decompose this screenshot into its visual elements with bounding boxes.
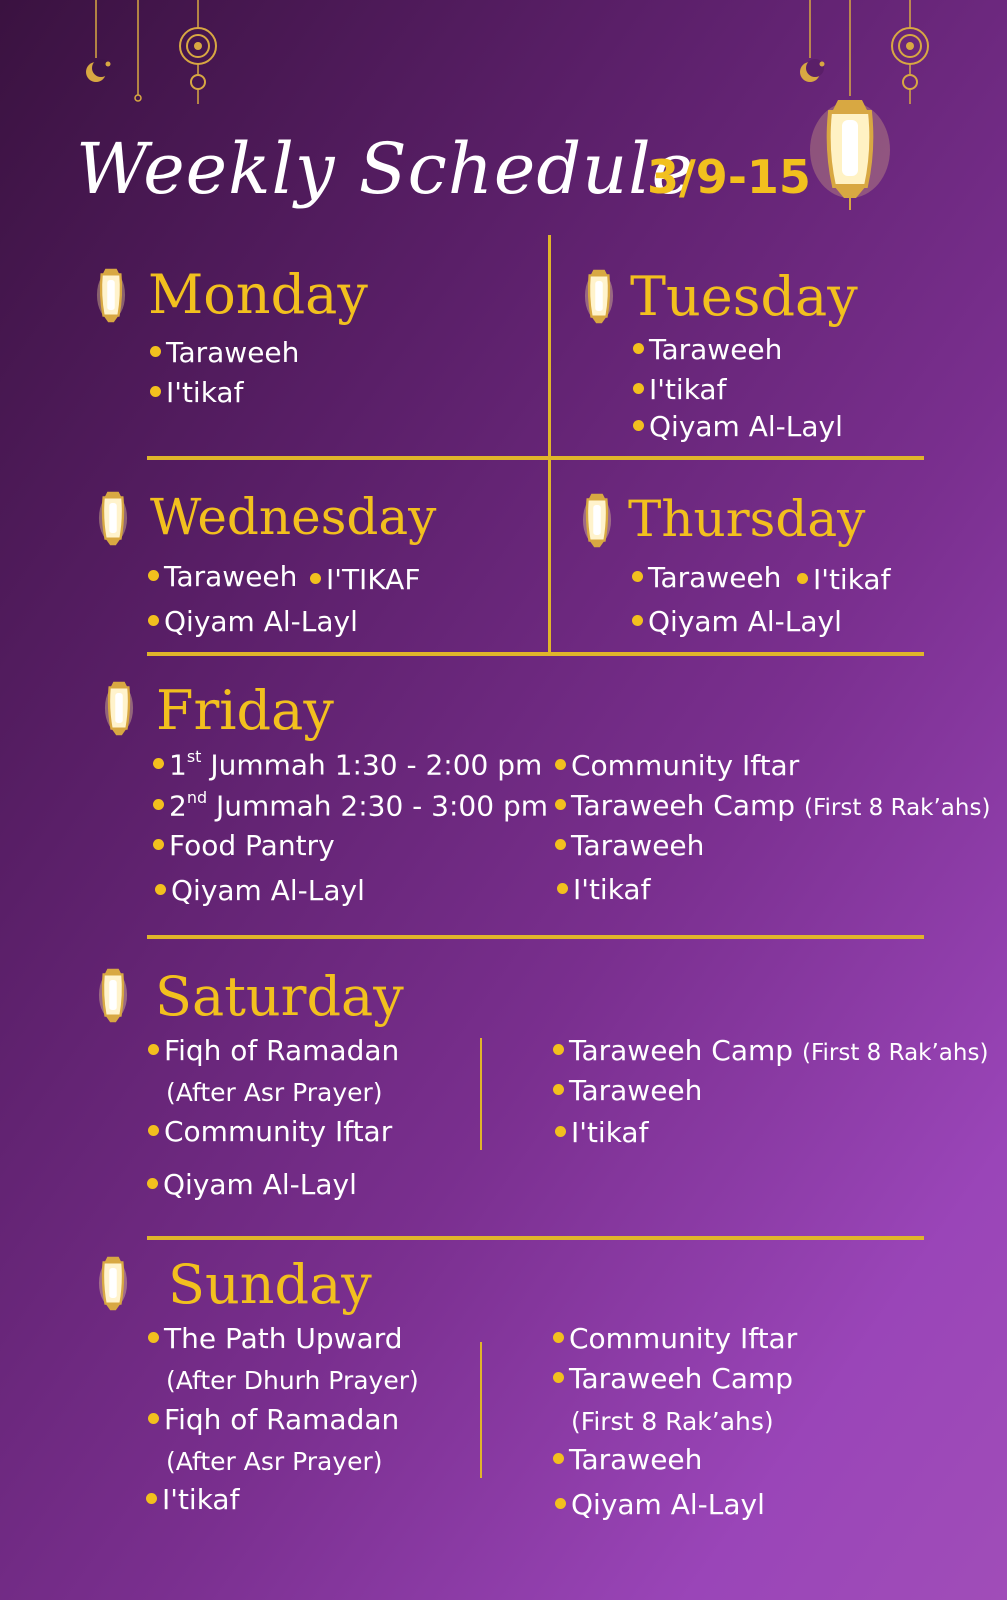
list-item: Fiqh of Ramadan	[148, 1036, 399, 1067]
lantern-icon	[98, 488, 128, 548]
lantern-icon	[98, 1253, 128, 1313]
day-title-tuesday: Tuesday	[630, 265, 858, 328]
divider	[147, 935, 924, 939]
crescent-moon-icon	[86, 59, 111, 82]
crescent-moon-icon	[800, 59, 825, 82]
divider-vertical	[548, 235, 551, 653]
divider-vertical	[480, 1038, 482, 1150]
day-title-thursday: Thursday	[628, 490, 866, 548]
list-item: Taraweeh	[632, 563, 781, 594]
lantern-icon	[810, 100, 890, 210]
list-item: The Path Upward	[148, 1324, 403, 1355]
list-item: Qiyam Al-Layl	[147, 1170, 357, 1201]
list-item: I'tikaf	[633, 375, 726, 406]
list-item: 1st Jummah 1:30 - 2:00 pm	[153, 750, 542, 781]
hanging-ornaments-left	[78, 0, 228, 115]
list-item: I'tikaf	[797, 565, 890, 596]
divider	[147, 1236, 924, 1240]
list-item: I'tikaf	[555, 1118, 648, 1149]
list-item: I'tikaf	[146, 1485, 239, 1516]
lantern-icon	[98, 965, 128, 1025]
list-item: Taraweeh Camp	[553, 1364, 793, 1395]
hanging-ornaments-right	[790, 0, 940, 215]
list-item: Community Iftar	[148, 1117, 392, 1148]
list-item: Food Pantry	[153, 831, 335, 862]
list-item: Taraweeh	[555, 831, 704, 862]
day-title-monday: Monday	[148, 263, 368, 326]
lantern-icon	[584, 266, 614, 326]
list-item: Qiyam Al-Layl	[555, 1490, 765, 1521]
list-item: Taraweeh	[148, 562, 297, 593]
list-item: Taraweeh	[150, 338, 299, 369]
list-item: I'tikaf	[557, 875, 650, 906]
list-item-note: (After Asr Prayer)	[166, 1078, 383, 1107]
list-item: 2nd Jummah 2:30 - 3:00 pm	[153, 791, 548, 822]
list-item: Taraweeh	[633, 335, 782, 366]
list-item-note: (First 8 Rak’ahs)	[571, 1407, 774, 1436]
lantern-icon	[96, 265, 126, 325]
divider	[147, 456, 924, 460]
list-item: I'tikaf	[150, 378, 243, 409]
divider-vertical	[480, 1342, 482, 1478]
list-item: Community Iftar	[555, 751, 799, 782]
ornament-icon	[180, 28, 216, 104]
list-item: Qiyam Al-Layl	[148, 607, 358, 638]
list-item: Qiyam Al-Layl	[633, 412, 843, 443]
list-item: Community Iftar	[553, 1324, 797, 1355]
list-item: Taraweeh	[553, 1445, 702, 1476]
list-item: Qiyam Al-Layl	[632, 607, 842, 638]
day-title-friday: Friday	[156, 679, 334, 742]
list-item: I'TIKAF	[310, 565, 420, 596]
divider	[147, 652, 924, 656]
lantern-icon	[582, 490, 612, 550]
day-title-saturday: Saturday	[155, 965, 404, 1028]
list-item-note: (After Dhurh Prayer)	[166, 1366, 419, 1395]
list-item: Taraweeh Camp (First 8 Rak’ahs)	[555, 791, 990, 822]
list-item-note: (After Asr Prayer)	[166, 1447, 383, 1476]
list-item: Taraweeh Camp (First 8 Rak’ahs)	[553, 1036, 988, 1067]
day-title-wednesday: Wednesday	[150, 488, 437, 546]
list-item: Taraweeh	[553, 1076, 702, 1107]
page-title: Weekly Schedule	[76, 128, 695, 210]
ornament-icon	[892, 28, 928, 104]
date-range: 3/9-15	[647, 150, 811, 204]
list-item: Qiyam Al-Layl	[155, 876, 365, 907]
lantern-icon	[104, 678, 134, 738]
day-title-sunday: Sunday	[168, 1253, 372, 1316]
list-item: Fiqh of Ramadan	[148, 1405, 399, 1436]
